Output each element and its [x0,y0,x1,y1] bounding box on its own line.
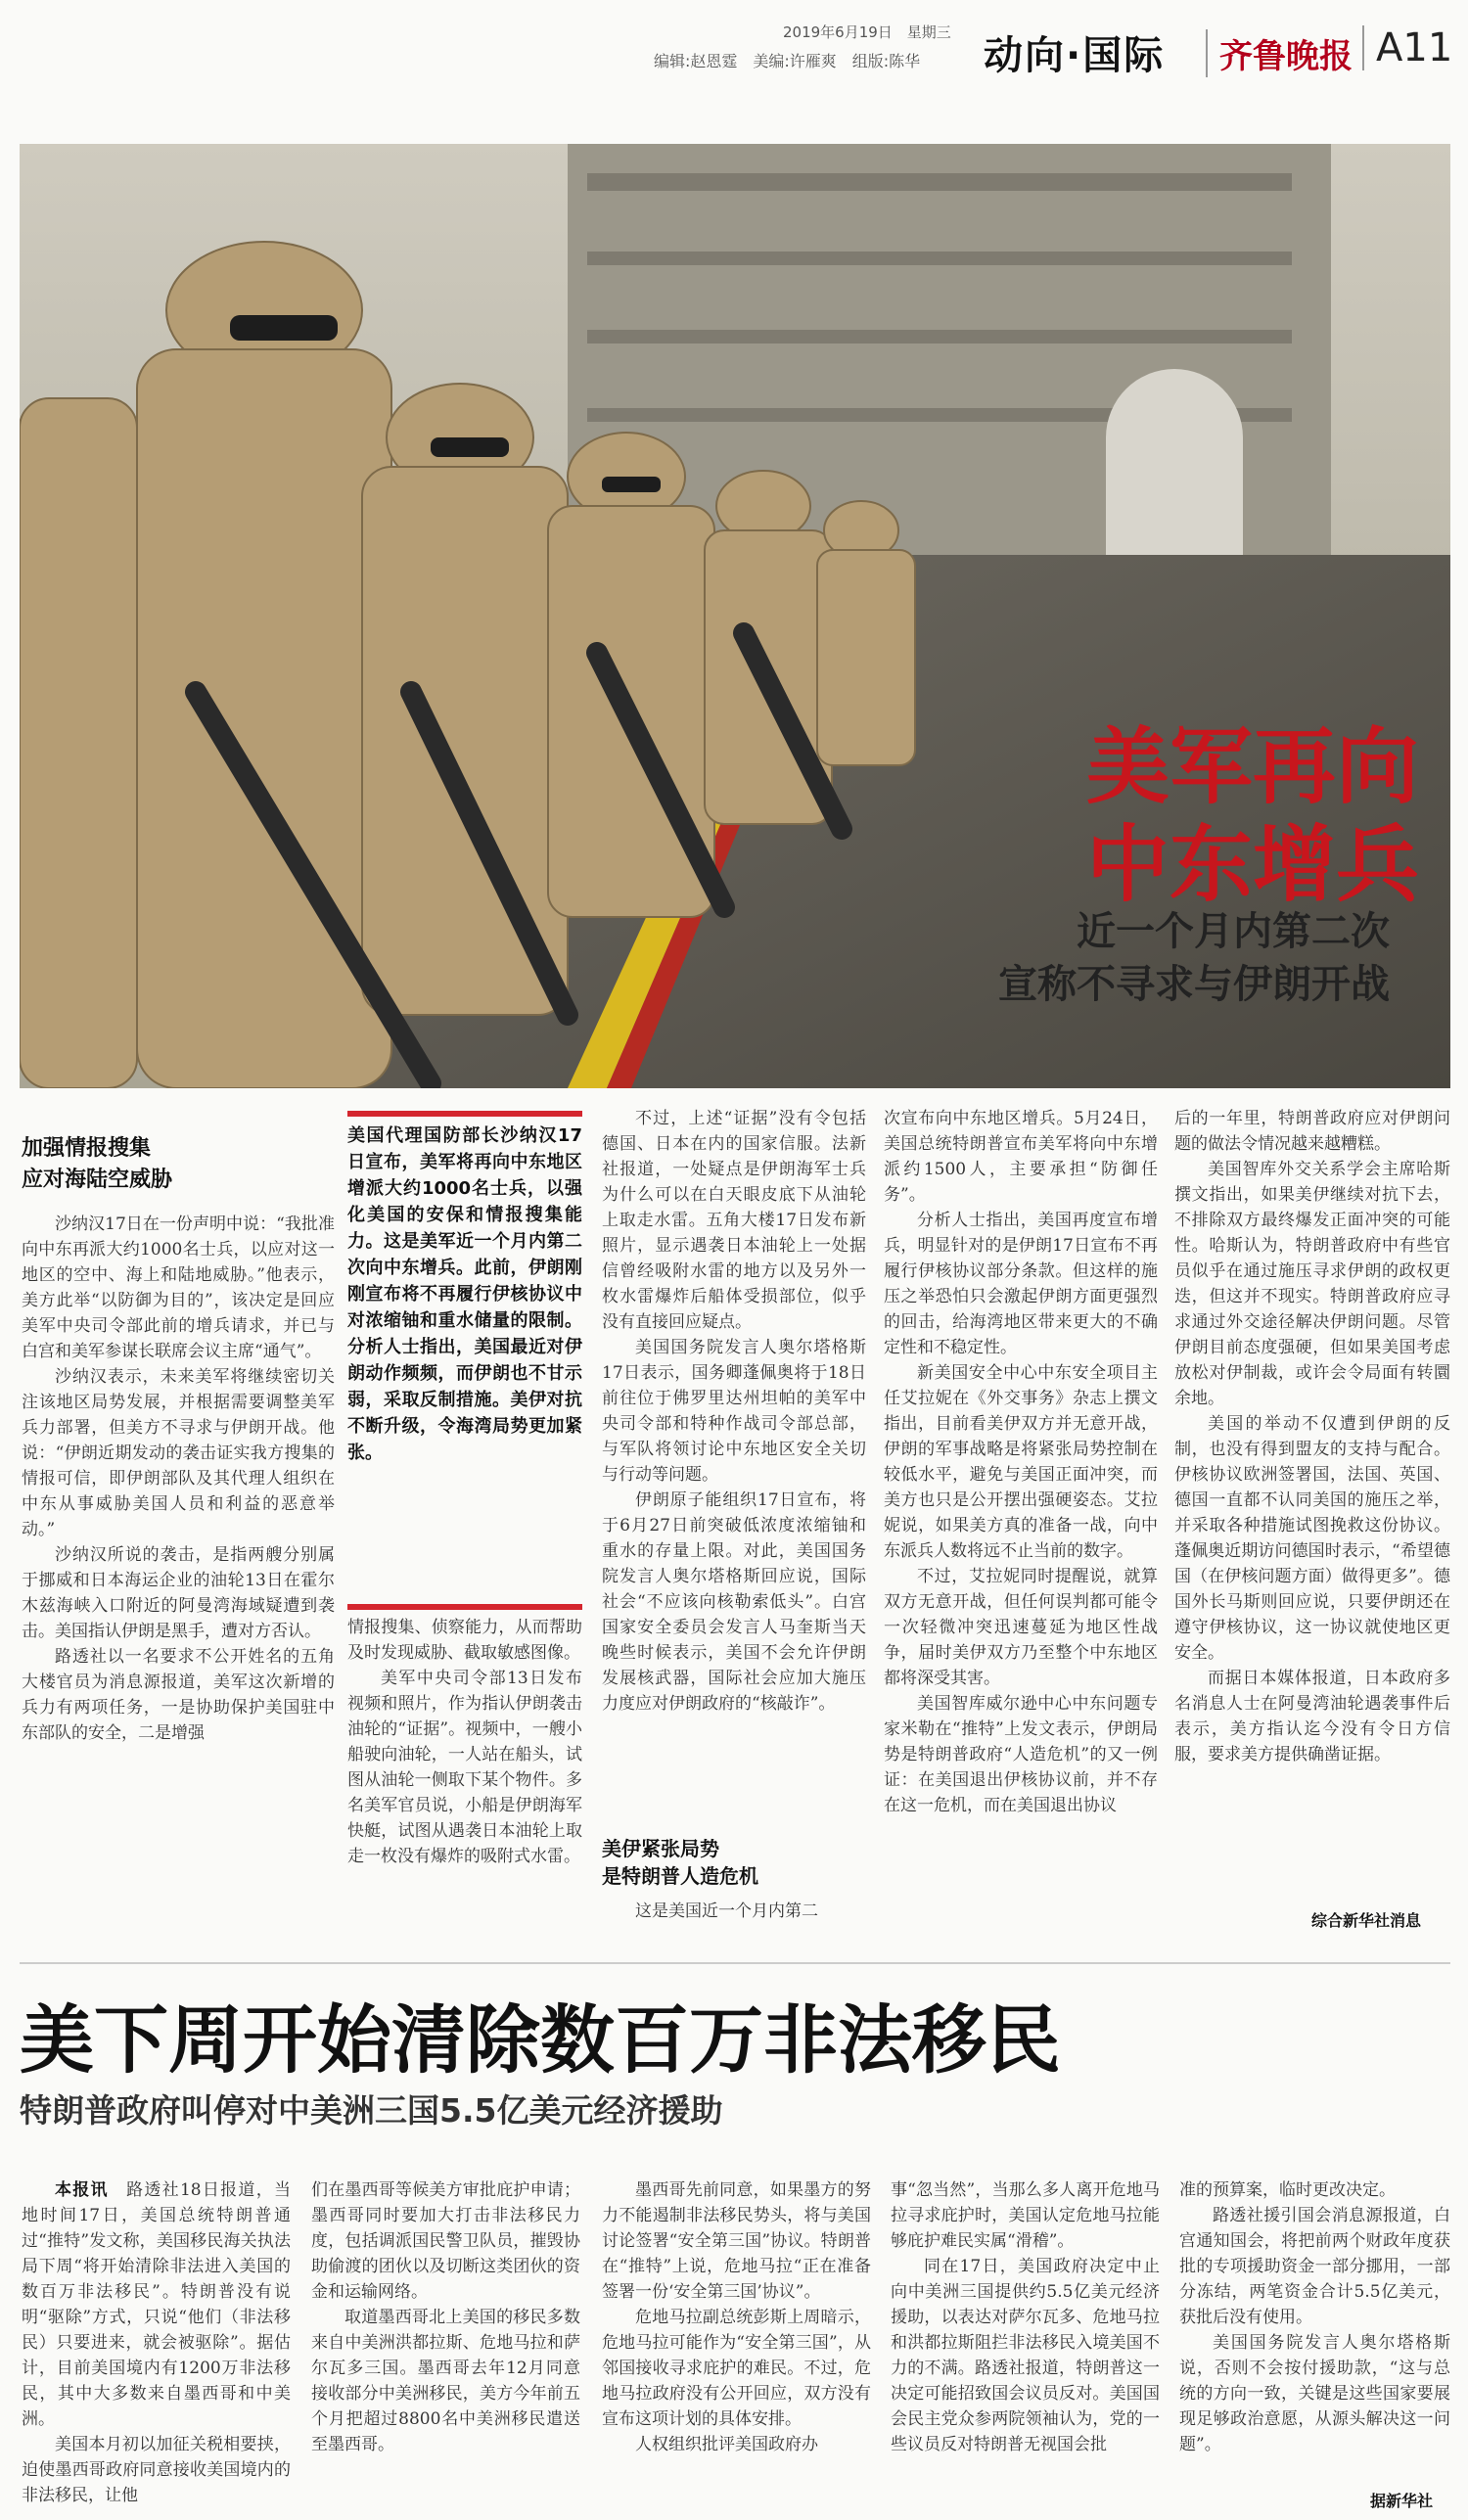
col1-subhead-line1: 加强情报搜集 [22,1136,152,1161]
page-number: A11 [1362,25,1452,70]
paragraph: 沙纳汉所说的袭击，是指两艘分别属于挪威和日本海运企业的油轮13日在霍尔木兹海峡入口附近的阿曼湾海域疑遭到袭击。美国指认伊朗是黑手，遭对方否认。 [22,1545,335,1641]
paragraph: 准的预算案，临时更改决定。 [1179,2180,1396,2200]
lead-subheadline [881,905,1390,1011]
page-header [0,0,1468,78]
lead-col2 [347,1615,582,1933]
paragraph: 美国国务院发言人奥尔塔格斯说，否则不会按付援助款，“这与总统的方向一致，关键是这些国家要展现足够政治意愿，从源头解决这一问题”。 [1179,2333,1450,2454]
paragraph: 路透社以一名要求不公开姓名的五角大楼官员为消息源报道，美军这次新增的兵力有两项任务，一是协助保护美国驻中东部队的安全，二是增强 [22,1647,335,1743]
paragraph: 路透社援引国会消息源报道，白宫通知国会，将把前两个财政年度获批的专项援助资金一部分挪用，一部分冻结，两笔资金合计5.5亿美元，获批后没有使用。 [1179,2206,1450,2327]
paragraph: 分析人士指出，美国再度宣布增兵，明显针对的是伊朗17日宣布不再履行伊核协议部分条款。但这样的施压之举恐怕只会激起伊朗方面更强烈的回击，给海湾地区带来更大的不确定性和不稳定性。 [884,1211,1158,1357]
col3-subhead [602,1835,866,1890]
paragraph: 不过，上述“证据”没有令包括德国、日本在内的国家信服。法新社报道，一处疑点是伊朗海军士兵为什么可以在白天眼皮底下从油轮上取走水雷。五角大楼17日发布新照片，显示遇袭日本油轮上一处据信曾经吸附水雷的地方以及另外一枚水雷爆炸后船体受损部位，似乎没有直接回应疑点。 [602,1109,866,1332]
paragraph: 而据日本媒体报道，日本政府多名消息人士在阿曼湾油轮遇袭事件后表示，美方指认迄今没有令日方信服，要求美方提供确凿证据。 [1174,1669,1450,1764]
lead-summary-box: 美国代理国防部长沙纳汉17日宣布，美军将再向中东地区增派大约1000名士兵，以强化美国的安保和情报搜集能力。这是美军近一个月内第二次向中东增兵。此前，伊朗刚刚宣布将不再履行伊核协议中对浓缩铀和重水储量的限制。分析人士指出，美国最近对伊朗动作频频，而伊朗也不甘示弱，采取反制措施。美伊对抗不断升级，令海湾局势更加紧张。 [347,1111,582,1610]
section-name: 动向·国际 [984,33,1166,78]
lead-headline [910,719,1419,915]
paragraph: 墨西哥先前同意，如果墨方的努力不能遏制非法移民势头，将与美国讨论签署“安全第三国”协议。特朗普在“推特”上说，危地马拉“正在准备签署一份‘安全第三国’协议”。 [602,2180,871,2302]
lead-subheadline-line1: 近一个月内第二次 [1077,909,1390,954]
lead-headline-line1: 美军再向 [1085,719,1419,816]
paragraph: 后的一年里，特朗普政府应对伊朗问题的做法令情况越来越糟糕。 [1174,1109,1450,1154]
lead-col5 [1174,1106,1450,1899]
paragraph: 沙纳汉表示，未来美军将继续密切关注该地区局势发展，并根据需要调整美军兵力部署，但美方不寻求与伊朗开战。他说：“伊朗近期发动的袭击证实我方搜集的情报可信，即伊朗部队及其代理人组织在中东从事威胁美国人员和利益的恶意举动。” [22,1367,335,1539]
paragraph: 美国智库外交关系学会主席哈斯撰文指出，如果美伊继续对抗下去，不排除双方最终爆发正面冲突的可能性。哈斯认为，特朗普政府中有些官员似乎在通过施压寻求伊朗的政权更迭，但这并不现实。特朗普政府应寻求通过外交途径解决伊朗问题。尽管伊朗目前态度强硬，但如果美国考虑放松对伊制裁，或许会令局面有转圜余地。 [1174,1160,1450,1408]
newspaper-logo: 齐鲁晚报 [1206,29,1353,77]
second-col5 [1179,2177,1450,2486]
second-col2 [311,2177,580,2510]
second-col1 [22,2177,291,2510]
lead-headline-line2: 中东增兵 [1085,817,1419,914]
paragraph: 不过，艾拉妮同时提醒说，就算双方无意开战，但任何误判都可能令一次轻微冲突迅速蔓延为地区性战争，届时美伊双方乃至整个中东地区都将深受其害。 [884,1567,1158,1688]
paragraph: 人权组织批评美国政府办 [635,2435,818,2454]
editor-credits: 编辑:赵恩霆 美编:许雁爽 组版:陈华 [654,52,921,70]
lead-label: 本报讯 [55,2180,109,2200]
lead-subheadline-line2: 宣称不寻求与伊朗开战 [998,962,1390,1007]
lead-credit: 综合新华社消息 [1311,1911,1422,1930]
col1-subhead-line2: 应对海陆空威胁 [22,1168,173,1192]
paragraph: 同在17日，美国政府决定中止向中美洲三国提供约5.5亿美元经济援助，以表达对萨尔瓦多、危地马拉和洪都拉斯阻拦非法移民入境美国不力的不满。路透社报道，特朗普这一决定可能招致国会议员反对。美国国会民主党众参两院领袖认为，党的一些议员反对特朗普无视国会批 [891,2257,1160,2454]
paragraph: 沙纳汉17日在一份声明中说：“我批准向中东再派大约1000名士兵，以应对这一地区的空中、海上和陆地威胁。”他表示，美方此举“以防御为目的”，该决定是回应美军中央司令部此前的增兵请求，并已与白宫和美军参谋长联席会议主席“通气”。 [22,1214,335,1361]
lead-col4 [884,1106,1158,1938]
paragraph: 伊朗原子能组织17日宣布，将于6月27日前突破低浓度浓缩铀和重水的存量上限。对此，美国国务院发言人奥尔塔格斯回应说，国际社会“不应该向核勒索低头”。白宫国家安全委员会发言人马奎斯当天晚些时候表示，美国不会允许伊朗发展核武器，国际社会应加大施压力度应对伊朗政府的“核敲诈”。 [602,1490,866,1714]
paragraph: 美国的举动不仅遭到伊朗的反制，也没有得到盟友的支持与配合。伊核协议欧洲签署国，法国、英国、德国一直都不认同美国的施压之举，并采取各种措施试图挽救这份协议。蓬佩奥近期访问德国时表示，“希望德国（在伊核问题方面）做得更多”。德国外长马斯则回应说，只要伊朗还在遵守伊核协议，这一协议就使地区更安全。 [1174,1414,1450,1663]
paragraph: 美国智库威尔逊中心中东问题专家米勒在“推特”上发文表示，伊朗局势是特朗普政府“人造危机”的又一例证：在美国退出伊核协议前，并不存在这一危机，而在美国退出协议 [884,1694,1158,1815]
paragraph: 美国本月初以加征关税相要挟，迫使墨西哥政府同意接收美国境内的非法移民，让他 [22,2435,291,2505]
paragraph: 路透社18日报道，当地时间17日，美国总统特朗普通过“推特”发文称，美国移民海关执法局下周“将开始清除非法进入美国的数百万非法移民”。特朗普没有说明“驱除”方式，只说“他们（非法移民）只要进来，就会被驱除”。据估计，目前美国境内有1200万非法移民，其中大多数来自墨西哥和中美洲。 [22,2180,291,2429]
lead-col1 [22,1212,335,1936]
issue-date: 2019年6月19日 星期三 [783,23,951,41]
paragraph: 们在墨西哥等候美方审批庇护申请；墨西哥同时要加大打击非法移民力度，包括调派国民警卫队员，摧毁协助偷渡的团伙以及切断这类团伙的资金和运输网络。 [311,2180,580,2302]
second-col4 [891,2177,1160,2510]
paragraph: 这是美国近一个月内第二 [635,1901,818,1921]
col3-subhead-line2: 是特朗普人造危机 [602,1864,758,1888]
paragraph: 取道墨西哥北上美国的移民多数来自中美洲洪都拉斯、危地马拉和萨尔瓦多三国。墨西哥去年12月同意接收部分中美洲移民，美方今年前五个月把超过8800名中美洲移民遣送至墨西哥。 [311,2308,580,2454]
paragraph: 新美国安全中心中东安全项目主任艾拉妮在《外交事务》杂志上撰文指出，目前看美伊双方并无意开战，伊朗的军事战略是将紧张局势控制在较低水平，避免与美国正面冲突，而美方也只是公开摆出强硬姿态。艾拉妮说，如果美方真的准备一战，向中东派兵人数将远不止当前的数字。 [884,1363,1158,1561]
paragraph: 美军中央司令部13日发布视频和照片，作为指认伊朗袭击油轮的“证据”。视频中，一艘小船驶向油轮，一人站在船头，试图从油轮一侧取下某个物件。多名美军官员说，小船是伊朗海军快艇，试图从遇袭日本油轮上取走一枚没有爆炸的吸附式水雷。 [347,1669,582,1866]
col1-subhead [22,1133,335,1196]
lead-col3 [602,1106,866,1830]
second-subheadline: 特朗普政府叫停对中美洲三国5.5亿美元经济援助 [20,2091,723,2130]
paragraph: 次宣布向中东地区增兵。5月24日，美国总统特朗普宣布美军将向中东增派约1500人，主要承担“防御任务”。 [884,1109,1158,1205]
paragraph: 美国国务院发言人奥尔塔格斯17日表示，国务卿蓬佩奥将于18日前往位于佛罗里达州坦帕的美军中央司令部和特种作战司令部总部，与军队将领讨论中东地区安全关切与行动等问题。 [602,1338,866,1485]
paragraph: 事“忽当然”，当那么多人离开危地马拉寻求庇护时，美国认定危地马拉能够庇护难民实属“滑稽”。 [891,2180,1160,2251]
col3-subhead-line1: 美伊紧张局势 [602,1837,719,1860]
paragraph: 情报搜集、侦察能力，从而帮助及时发现威胁、截取敏感图像。 [347,1618,582,1663]
second-headline: 美下周开始清除数百万非法移民 [20,1996,1061,2084]
lead-col3-tail [602,1899,866,1928]
paragraph: 危地马拉副总统彭斯上周暗示，危地马拉可能作为“安全第三国”，从邻国接收寻求庇护的难民。不过，危地马拉政府没有公开回应，双方没有宣布这项计划的具体安排。 [602,2308,871,2429]
second-credit: 据新华社 [1370,2492,1434,2510]
story-divider [20,1962,1450,1964]
second-col3 [602,2177,871,2510]
